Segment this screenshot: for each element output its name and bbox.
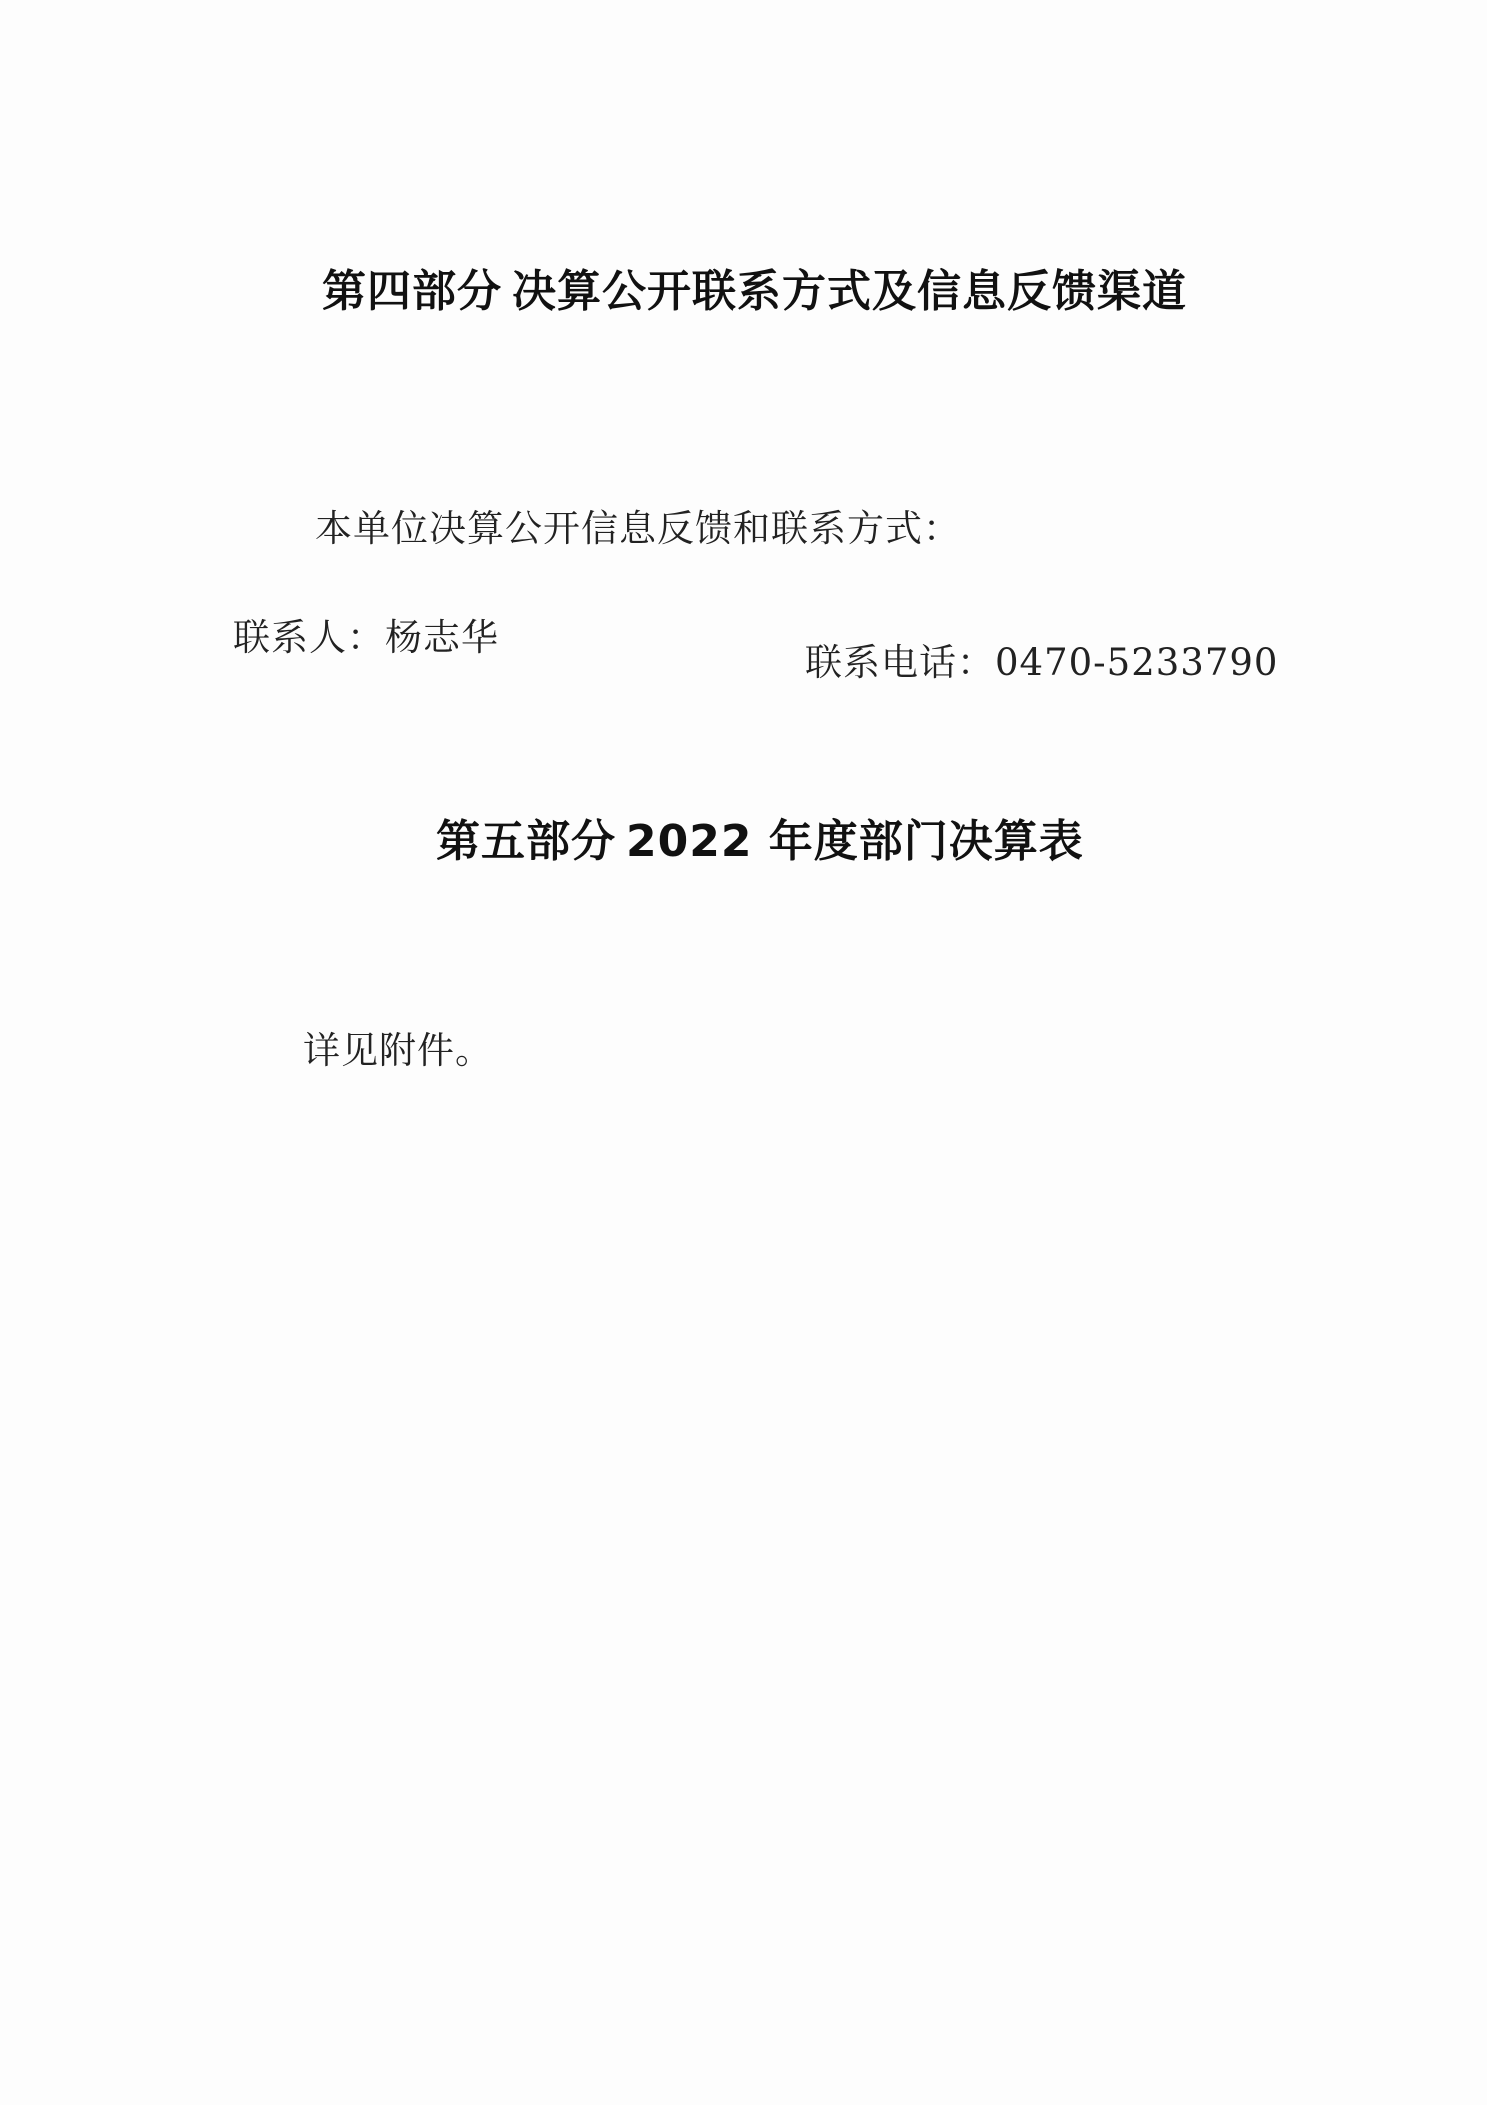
feedback-intro-text: 本单位决算公开信息反馈和联系方式： [315, 507, 961, 550]
contact-person-label: 联系人： [233, 616, 385, 659]
section5-heading [436, 805, 1084, 869]
contact-person-name: 杨志华 [385, 616, 499, 659]
contact-phone-label: 联系电话： [805, 641, 995, 684]
contact-phone [805, 632, 1278, 686]
section4-heading [322, 255, 1187, 319]
section5-heading-main: 2022 年度部门决算表 [626, 816, 1084, 867]
contact-phone-value: 0470-5233790 [995, 641, 1279, 684]
attachment-note: 详见附件。 [303, 1029, 493, 1072]
contact-person [233, 607, 499, 661]
section4-heading-prefix: 第四部分 [322, 266, 502, 317]
section5-heading-prefix: 第五部分 [436, 816, 616, 867]
section4-heading-main: 决算公开联系方式及信息反馈渠道 [512, 266, 1187, 317]
